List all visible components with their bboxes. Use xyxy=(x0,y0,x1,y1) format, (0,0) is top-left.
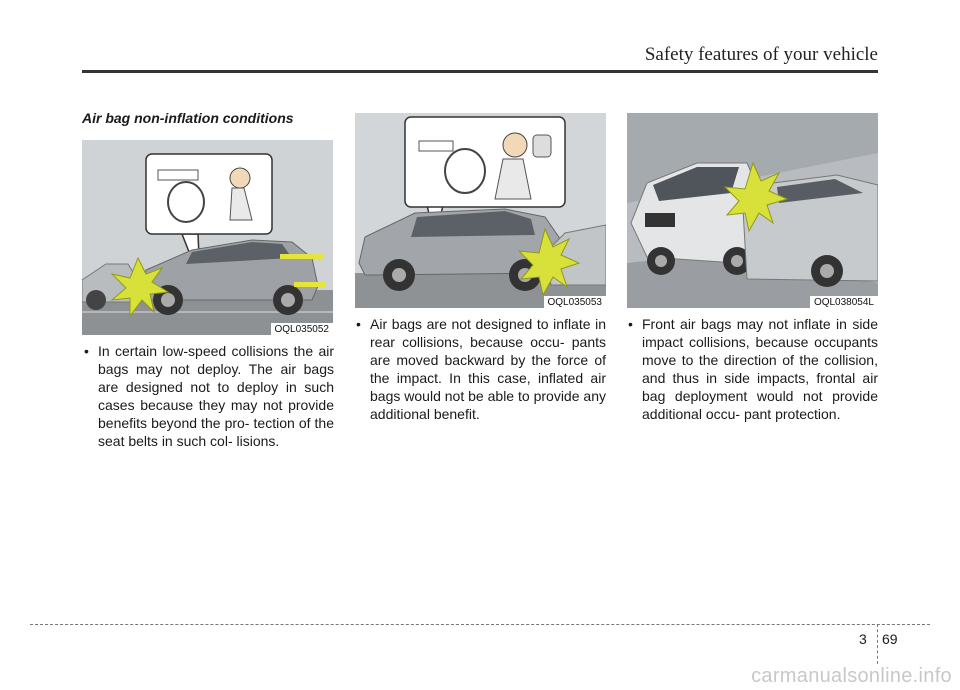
column-1-text xyxy=(84,342,334,450)
figure-label: OQL035052 xyxy=(271,323,334,335)
page-number: 69 xyxy=(882,631,898,647)
figure-rear-collision-illustration xyxy=(355,113,606,308)
figure-side-impact xyxy=(627,113,878,308)
header-rule xyxy=(82,70,878,73)
figure-side-impact-illustration xyxy=(627,113,878,308)
figure-rear-collision xyxy=(355,113,606,308)
header-title: Safety features of your vehicle xyxy=(644,44,878,65)
section-title: Air bag non-inflation conditions xyxy=(82,110,294,126)
bullet: • xyxy=(356,316,361,332)
bullet: • xyxy=(628,316,633,332)
watermark: carmanualsonline.info xyxy=(751,665,952,687)
bullet-text: Air bags are not designed to inflate in rear collisions, because occu- pants are moved backward by the force of the impact. In this case, inflated air bags would not be able to provide any additional benefit. xyxy=(370,316,606,422)
footer-divider xyxy=(877,624,878,664)
figure-low-speed-illustration xyxy=(82,140,333,335)
chapter-number: 3 xyxy=(859,631,867,647)
figure-low-speed-collision xyxy=(82,140,333,335)
bullet-text: In certain low-speed collisions the air bags may not deploy. The air bags are designed not to deploy in such cases because they may not provide benefits beyond the pro- tection of the seat belts in such col- lisions. xyxy=(98,343,334,449)
column-2-text xyxy=(356,315,606,423)
figure-label: OQL038054L xyxy=(810,296,878,308)
footer-rule xyxy=(30,624,930,625)
column-3-text xyxy=(628,315,878,423)
bullet: • xyxy=(84,343,89,359)
bullet-text: Front air bags may not inflate in side impact collisions, because occupants move to the direction of the collision, and thus in side impacts, frontal air bag deployment would not provide additional occu- pant protection. xyxy=(642,316,878,422)
figure-label: OQL035053 xyxy=(544,296,607,308)
